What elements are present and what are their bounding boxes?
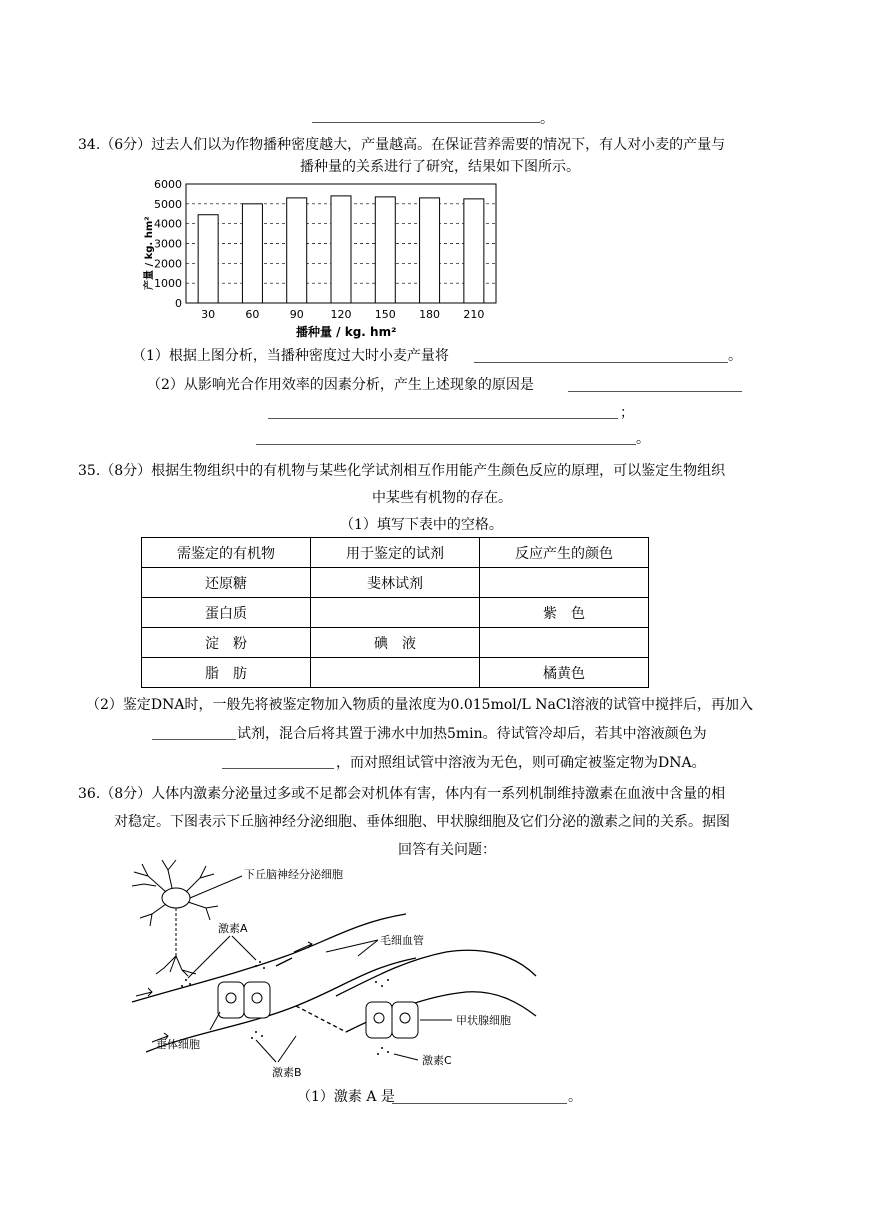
x-tick-label: 60	[245, 308, 260, 321]
q34-sub2: （2）从影响光合作用效率的因素分析，产生上述现象的原因是	[147, 377, 534, 393]
period: 。	[568, 1089, 582, 1105]
table-cell: 紫 色	[480, 598, 649, 628]
table-cell: 还原糖	[142, 568, 311, 598]
y-tick-labels	[154, 178, 182, 310]
y-tick-label: 0	[175, 297, 182, 310]
x-tick-label: 90	[289, 308, 304, 321]
x-tick-label: 150	[374, 308, 396, 321]
y-tick-label: 1000	[154, 277, 182, 291]
table-row	[142, 598, 649, 628]
answer-blank[interactable]	[268, 418, 618, 419]
capillary-label: 毛细血管	[380, 934, 424, 947]
x-tick-label: 180	[419, 308, 441, 321]
answer-blank[interactable]	[474, 362, 728, 363]
label-pointer	[188, 936, 256, 978]
period: 。	[636, 431, 650, 447]
y-tick-label: 3000	[154, 237, 182, 251]
bars	[198, 196, 484, 303]
answer-blank[interactable]	[222, 768, 334, 769]
table-cell: 蛋白质	[142, 598, 311, 628]
reagent-table	[141, 537, 649, 688]
q36-stem-line1: 36.（8分）人体内激素分泌量过多或不足都会对机体有害，体内有一系列机制维持激素在血液中含量的相	[78, 786, 726, 802]
q35-sub2-line2: 试剂，混合后将其置于沸水中加热5min。待试管冷却后，若其中溶液颜色为	[237, 726, 707, 742]
thyroid-cells	[366, 1002, 418, 1038]
bar	[464, 199, 484, 303]
label-pointer	[326, 940, 378, 956]
x-tick-label: 30	[201, 308, 216, 321]
x-tick-label: 210	[463, 308, 485, 321]
table-cell: 脂 肪	[142, 658, 311, 688]
bar	[420, 198, 440, 303]
bar	[375, 197, 395, 303]
y-tick-label: 4000	[154, 217, 182, 231]
table-cell: 斐林试剂	[311, 568, 480, 598]
table-cell: 橘黄色	[480, 658, 649, 688]
q35-stem-line2: 中某些有机物的存在。	[372, 490, 512, 506]
table-cell: 淀 粉	[142, 628, 311, 658]
bar	[287, 198, 307, 303]
table-cell-blank[interactable]	[311, 658, 480, 688]
pituitary-label: 垂体细胞	[156, 1038, 200, 1051]
answer-blank[interactable]	[568, 391, 742, 392]
q35-sub1: （1）填写下表中的空格。	[340, 517, 503, 533]
thyroid-label: 甲状腺细胞	[456, 1014, 511, 1027]
q34-sub1: （1）根据上图分析，当播种密度过大时小麦产量将	[132, 348, 449, 364]
table-header-cell: 反应产生的颜色	[480, 538, 649, 568]
q36-stem-line2: 对稳定。下图表示下丘脑神经分泌细胞、垂体细胞、甲状腺细胞及它们分泌的激素之间的关系。据图	[114, 814, 730, 830]
y-tick-label: 2000	[154, 257, 182, 271]
table-cell-blank[interactable]	[311, 598, 480, 628]
hormone-c-label: 激素C	[422, 1054, 452, 1067]
table-row	[142, 628, 649, 658]
table-header-cell: 需鉴定的有机物	[142, 538, 311, 568]
hypothalamus-label: 下丘脑神经分泌细胞	[244, 868, 343, 881]
table-header-cell: 用于鉴定的试剂	[311, 538, 480, 568]
answer-blank[interactable]	[256, 444, 636, 445]
x-tick-labels	[201, 308, 484, 321]
answer-blank[interactable]	[312, 122, 540, 123]
label-pointer	[256, 1036, 296, 1062]
period: 。	[540, 111, 554, 127]
label-pointer	[394, 1054, 418, 1060]
period: 。	[728, 348, 742, 364]
hormone-regulation-diagram	[126, 856, 546, 1086]
x-axis-label: 播种量 / kg. hm²	[296, 325, 397, 339]
q36-sub1: （1）激素 A 是	[297, 1089, 395, 1105]
flow-arrow	[136, 988, 152, 996]
yield-bar-chart	[130, 176, 510, 346]
secretion-dots	[181, 961, 389, 1055]
answer-blank[interactable]	[392, 1103, 567, 1104]
table-row	[142, 568, 649, 598]
y-tick-label: 5000	[154, 197, 182, 211]
answer-blank[interactable]	[152, 739, 236, 740]
q34-stem-line1: 34.（6分）过去人们以为作物播种密度越大，产量越高。在保证营养需要的情况下，有人对小麦的产量与	[78, 137, 726, 153]
y-axis-label: 产量 / kg. hm²	[144, 216, 155, 290]
table-cell-blank[interactable]	[480, 568, 649, 598]
hormone-a-label: 激素A	[218, 922, 248, 935]
bar	[331, 196, 351, 303]
q35-sub2-line1: （2）鉴定DNA时，一般先将被鉴定物加入物质的量浓度为0.015mol/L NaCl溶液的试管中搅拌后，再加入	[86, 697, 754, 713]
q35-stem-line1: 35.（8分）根据生物组织中的有机物与某些化学试剂相互作用能产生颜色反应的原理，可以鉴定生物组织	[78, 463, 726, 479]
x-tick-label: 120	[330, 308, 352, 321]
q35-sub2-line3: ，而对照组试管中溶液为无色，则可确定被鉴定物为DNA。	[336, 755, 706, 771]
flow-arrow	[294, 942, 312, 952]
table-row	[142, 658, 649, 688]
table-cell: 碘 液	[311, 628, 480, 658]
table-cell-blank[interactable]	[480, 628, 649, 658]
pituitary-cells	[218, 982, 270, 1018]
label-pointer	[190, 876, 242, 898]
label-pointer	[210, 1012, 220, 1030]
table-header-row	[142, 538, 649, 568]
capillary-vessel	[132, 914, 536, 1052]
bar	[242, 204, 262, 303]
semicolon: ；	[620, 405, 634, 421]
y-tick-label: 6000	[154, 178, 182, 191]
neuron	[132, 860, 218, 976]
q34-stem-line2: 播种量的关系进行了研究，结果如下图所示。	[300, 159, 580, 175]
q36-stem-line3: 回答有关问题：	[398, 842, 496, 858]
hormone-b-label: 激素B	[272, 1066, 302, 1079]
bar	[198, 215, 218, 303]
